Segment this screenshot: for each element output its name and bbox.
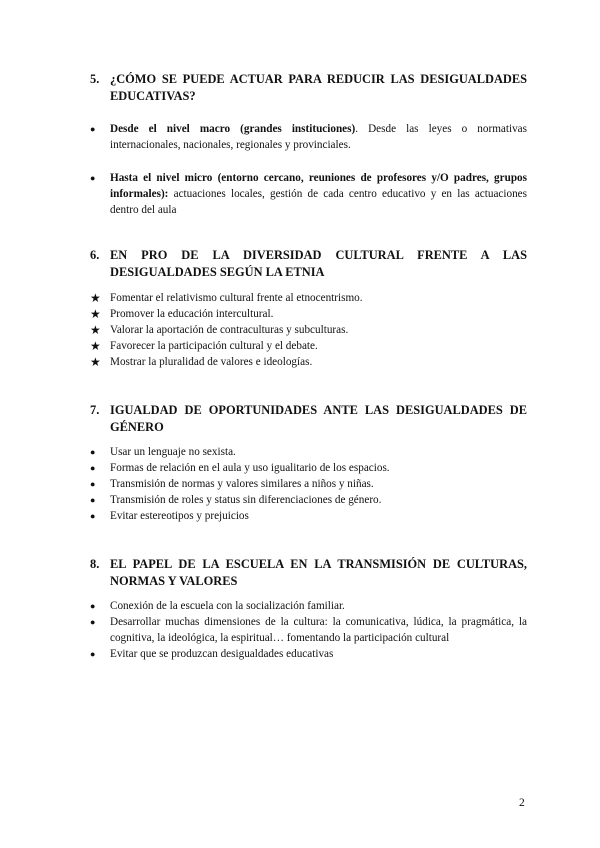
item-bold-text: Hasta el nivel micro (entorno cercano, reuniones de profesores y/O padres, grupos informales):: [110, 172, 527, 200]
bullet-icon: ●: [90, 124, 96, 134]
item-text: Mostrar la pluralidad de valores e ideologías.: [110, 356, 313, 368]
list-item: [90, 614, 527, 646]
bullet-icon: ●: [90, 495, 96, 505]
bullet-icon: ●: [90, 447, 96, 457]
section-8-list: [90, 598, 527, 662]
list-item: [90, 508, 527, 524]
list-item: [90, 354, 527, 370]
section-5-list: [90, 121, 527, 218]
section-7-number: 7.: [90, 403, 100, 417]
bullet-icon: ●: [90, 511, 96, 521]
section-5-number: 5.: [90, 72, 100, 86]
section-7-title: IGUALDAD DE OPORTUNIDADES ANTE LAS DESIGUALDADES DE GÉNERO: [110, 403, 527, 434]
star-icon: ★: [90, 355, 101, 369]
item-text: Evitar estereotipos y prejuicios: [110, 510, 249, 522]
list-item: [90, 476, 527, 492]
section-6-heading: [90, 247, 527, 281]
list-item: [90, 306, 527, 322]
section-6-title: EN PRO DE LA DIVERSIDAD CULTURAL FRENTE A LAS DESIGUALDADES SEGÚN LA ETNIA: [110, 248, 527, 279]
item-text: . Desde las leyes o normativas internacionales, nacionales, regionales y provinciales.: [110, 123, 527, 151]
item-text: Transmisión de normas y valores similares a niños y niñas.: [110, 478, 374, 490]
star-icon: ★: [90, 307, 101, 321]
section-7-list: [90, 444, 527, 524]
item-text: actuaciones locales, gestión de cada centro educativo y en las actuaciones dentro del aula: [110, 188, 527, 216]
bullet-icon: ●: [90, 601, 96, 611]
item-text: Evitar que se produzcan desigualdades educativas: [110, 648, 334, 660]
page-number: 2: [519, 797, 525, 809]
bullet-icon: ●: [90, 617, 96, 627]
list-item: [90, 444, 527, 460]
item-text: Transmisión de roles y status sin diferenciaciones de género.: [110, 494, 382, 506]
star-icon: ★: [90, 323, 101, 337]
list-item: [90, 121, 527, 153]
list-item: [90, 290, 527, 306]
item-bold-text: Desde el nivel macro (grandes instituciones): [110, 123, 356, 135]
section-8-heading: [90, 556, 527, 590]
bullet-icon: ●: [90, 173, 96, 183]
list-item: [90, 492, 527, 508]
item-text: Valorar la aportación de contraculturas y subculturas.: [110, 324, 349, 336]
section-8-title: EL PAPEL DE LA ESCUELA EN LA TRANSMISIÓN DE CULTURAS, NORMAS Y VALORES: [110, 557, 527, 588]
section-6-list: [90, 290, 527, 370]
list-item: [90, 170, 527, 218]
star-icon: ★: [90, 291, 101, 305]
item-text: Conexión de la escuela con la socialización familiar.: [110, 600, 345, 612]
item-text: Usar un lenguaje no sexista.: [110, 446, 236, 458]
bullet-icon: ●: [90, 649, 96, 659]
item-text: Formas de relación en el aula y uso igualitario de los espacios.: [110, 462, 390, 474]
list-item: [90, 460, 527, 476]
section-5-title: ¿CÓMO SE PUEDE ACTUAR PARA REDUCIR LAS DESIGUALDADES EDUCATIVAS?: [110, 72, 527, 103]
section-5-heading: [90, 71, 527, 105]
list-item: [90, 646, 527, 662]
section-8-number: 8.: [90, 557, 100, 571]
list-item: [90, 322, 527, 338]
item-text: Favorecer la participación cultural y el debate.: [110, 340, 318, 352]
bullet-icon: ●: [90, 463, 96, 473]
section-7-heading: [90, 402, 527, 436]
item-text: Desarrollar muchas dimensiones de la cultura: la comunicativa, lúdica, la pragmática, la cognitiva, la ideológica, la espiritual… fomentando la participación cultural: [110, 616, 527, 644]
item-text: Promover la educación intercultural.: [110, 308, 274, 320]
section-6-number: 6.: [90, 248, 100, 262]
item-text: Fomentar el relativismo cultural frente al etnocentrismo.: [110, 292, 363, 304]
list-item: [90, 338, 527, 354]
list-item: [90, 598, 527, 614]
star-icon: ★: [90, 339, 101, 353]
bullet-icon: ●: [90, 479, 96, 489]
